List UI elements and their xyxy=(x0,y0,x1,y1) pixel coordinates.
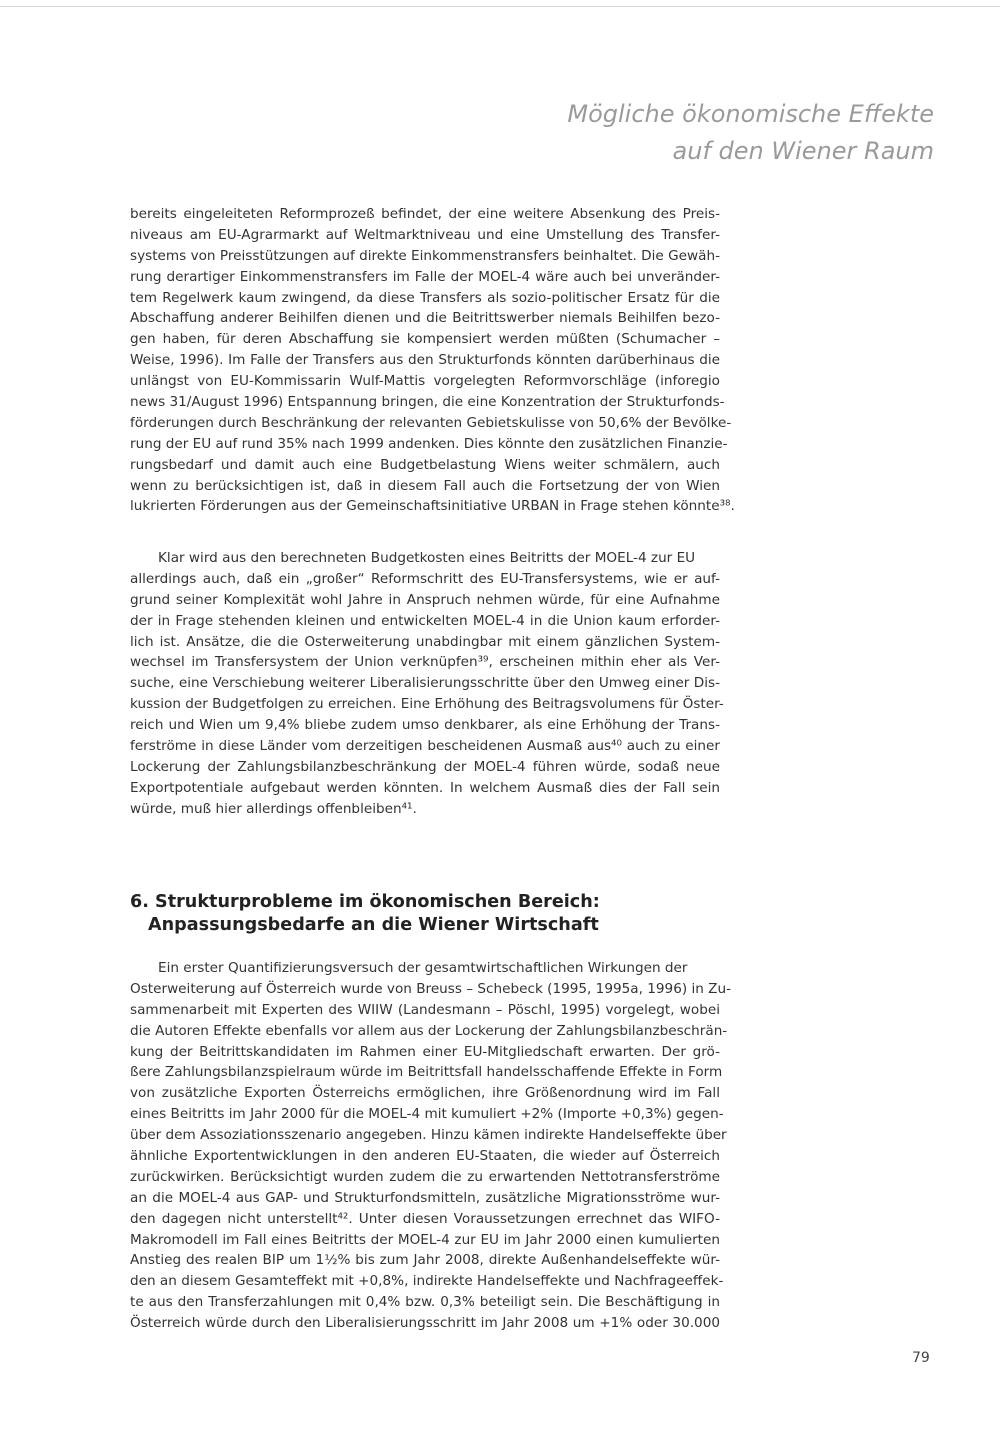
text-line: kung der Beitrittskandidaten im Rahmen einer EU-Mitgliedschaft erwarten. Der grö- xyxy=(130,1043,720,1060)
text-line: allerdings auch, daß ein „großer“ Reformschritt des EU-Transfersystems, wie er auf- xyxy=(130,570,720,587)
text-line: systems von Preisstützungen auf direkte Einkommenstransfers beinhaltet. Die Gewäh- xyxy=(130,247,720,264)
text-line: wenn zu berücksichtigen ist, daß in diesem Fall auch die Fortsetzung der von Wien xyxy=(130,477,720,494)
text-line: sammenarbeit mit Experten des WIIW (Landesmann – Pöschl, 1995) vorgelegt, wobei xyxy=(130,1001,720,1018)
text-line: te aus den Transferzahlungen mit 0,4% bzw. 0,3% beteiligt sein. Die Beschäftigung in xyxy=(130,1294,720,1311)
text-line: würde, muß hier allerdings offenbleiben⁴¹. xyxy=(130,800,417,817)
text-line: news 31/August 1996) Entspannung bringen, die eine Konzentration der Strukturfonds- xyxy=(130,394,725,411)
text-line: wechsel im Transfersystem der Union verknüpfen³⁹, erscheinen mithin eher als Ver- xyxy=(130,654,720,671)
text-line: förderungen durch Beschränkung der relevanten Gebietskulisse von 50,6% der Bevölke- xyxy=(130,414,732,431)
text-line: an die MOEL-4 aus GAP- und Strukturfondsmitteln, zusätzliche Migrationsströme wur- xyxy=(130,1189,720,1206)
text-line: die Autoren Effekte ebenfalls vor allem aus der Lockerung der Zahlungsbilanzbeschrän- xyxy=(130,1022,728,1039)
text-line: niveaus am EU-Agrarmarkt auf Weltmarktniveau und eine Umstellung des Transfer- xyxy=(130,226,720,243)
text-line: von zusätzliche Exporten Österreichs ermöglichen, ihre Größenordnung wird im Fall xyxy=(130,1085,720,1102)
text-line: gen haben, für deren Abschaffung sie kompensiert werden müßten (Schumacher – xyxy=(130,331,720,348)
text-line: grund seiner Komplexität wohl Jahre in Anspruch nehmen würde, für eine Aufnahme xyxy=(130,591,720,608)
page-number: 79 xyxy=(912,1350,930,1366)
text-line: Ein erster Quantifizierungsversuch der gesamtwirtschaftlichen Wirkungen der xyxy=(158,960,688,976)
text-line: reich und Wien um 9,4% bliebe zudem umso denkbarer, als eine Erhöhung der Trans- xyxy=(130,717,720,734)
text-line: lukrierten Förderungen aus der Gemeinschaftsinitiative URBAN in Frage stehen könnte³⁸. xyxy=(130,498,735,515)
text-line: rungsbedarf und damit auch eine Budgetbelastung Wiens weiter schmälern, auch xyxy=(130,456,720,473)
text-line: Abschaffung anderer Beihilfen dienen und die Beitrittswerber niemals Beihilfen bezo- xyxy=(130,310,720,327)
text-line: ferströme in diese Länder vom derzeitigen bescheidenen Ausmaß aus⁴⁰ auch zu einer xyxy=(130,738,720,755)
paragraph-2 xyxy=(130,548,724,820)
paragraph-1 xyxy=(130,204,735,517)
text-line: rung der EU auf rund 35% nach 1999 andenken. Dies könnte den zusätzlichen Finanzie- xyxy=(130,435,728,452)
text-line: zurückwirken. Berücksichtigt wurden zudem die zu erwartenden Nettotransferströme xyxy=(130,1168,720,1185)
text-line: Klar wird aus den berechneten Budgetkosten eines Beitritts der MOEL-4 zur EU xyxy=(158,550,696,566)
text-line: ßere Zahlungsbilanzspielraum würde im Beitrittsfall handelsschaffende Effekte in Form xyxy=(130,1064,723,1081)
text-line: eines Beitritts im Jahr 2000 für die MOEL-4 mit kumuliert +2% (Importe +0,3%) gegen- xyxy=(130,1106,724,1123)
text-line: den an diesem Gesamteffekt mit +0,8%, indirekte Handelseffekte und Nachfrageeffek- xyxy=(130,1273,724,1290)
text-line: über dem Assoziationsszenario angegeben. Hinzu kämen indirekte Handelseffekte über xyxy=(130,1127,727,1144)
text-line: Osterweiterung auf Österreich wurde von Breuss – Schebeck (1995, 1995a, 1996) in Zu- xyxy=(130,980,732,997)
text-line: Lockerung der Zahlungsbilanzbeschränkung der MOEL-4 führen würde, sodaß neue xyxy=(130,758,720,775)
text-line: rung derartiger Einkommenstransfers im Falle der MOEL-4 wäre auch bei unveränder- xyxy=(130,268,720,285)
text-line: kussion der Budgetfolgen zu erreichen. Eine Erhöhung des Beitragsvolumens für Öster- xyxy=(130,696,724,713)
text-line: den dagegen nicht unterstellt⁴². Unter diesen Voraussetzungen errechnet das WIFO- xyxy=(130,1210,720,1227)
paragraph-3 xyxy=(130,958,732,1334)
text-line: Makromodell im Fall eines Beitritts der MOEL-4 zur EU im Jahr 2000 einen kumulierten xyxy=(130,1231,720,1248)
text-line: der in Frage stehenden kleinen und entwickelten MOEL-4 in die Union kaum erforder- xyxy=(130,612,720,629)
running-header-line-1: Mögliche ökonomische Effekte xyxy=(567,100,934,128)
section-heading-line-1: 6. Strukturprobleme im ökonomischen Bereich: xyxy=(130,892,600,912)
text-line: Österreich würde durch den Liberalisierungsschritt im Jahr 2008 um +1% oder 30.000 xyxy=(130,1315,720,1332)
running-header-line-2: auf den Wiener Raum xyxy=(672,137,934,165)
text-line: Exportpotentiale aufgebaut werden könnten. In welchem Ausmaß dies der Fall sein xyxy=(130,779,720,796)
text-line: lich ist. Ansätze, die die Osterweiterung unabdingbar mit einem gänzlichen System- xyxy=(130,633,720,650)
section-heading xyxy=(130,891,600,937)
text-line: unlängst von EU-Kommissarin Wulf-Mattis vorgelegten Reformvorschläge (inforegio xyxy=(130,373,720,390)
text-line: suche, eine Verschiebung weiterer Liberalisierungsschritte über den Umweg einer Dis- xyxy=(130,675,720,692)
text-line: bereits eingeleiteten Reformprozeß befindet, der eine weitere Absenkung des Preis- xyxy=(130,206,720,222)
section-heading-line-2: Anpassungsbedarfe an die Wiener Wirtschaft xyxy=(148,915,599,935)
running-header xyxy=(567,96,934,170)
text-line: ähnliche Exportentwicklungen in den anderen EU-Staaten, die wieder auf Österreich xyxy=(130,1148,720,1165)
top-rule xyxy=(0,6,1000,7)
text-line: tem Regelwerk kaum zwingend, da diese Transfers als sozio-politischer Ersatz für die xyxy=(130,289,720,306)
text-line: Anstieg des realen BIP um 1½% bis zum Jahr 2008, direkte Außenhandelseffekte wür- xyxy=(130,1252,720,1269)
text-line: Weise, 1996). Im Falle der Transfers aus den Strukturfonds könnten darüberhinaus die xyxy=(130,352,720,369)
